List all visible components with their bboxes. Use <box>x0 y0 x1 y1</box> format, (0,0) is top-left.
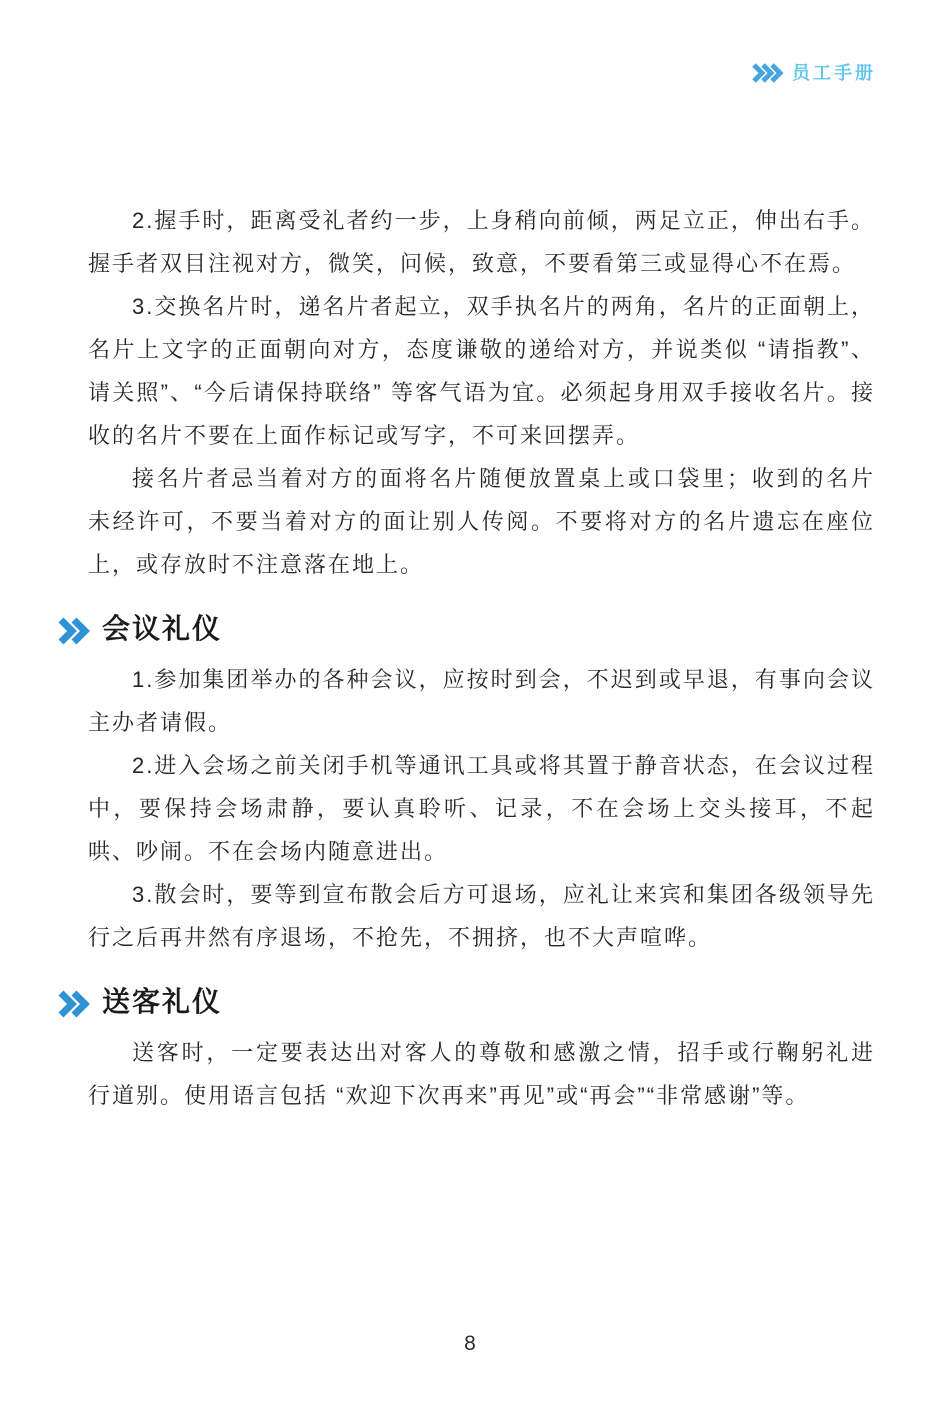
section-heading-seeing-off-etiquette <box>57 982 875 1022</box>
section-title: 会议礼仪 <box>102 613 223 644</box>
paragraph-handshake: 2.握手时，距离受礼者约一步，上身稍向前倾，两足立正，伸出右手。握手者双目注视对方，微笑，问候，致意，不要看第三或显得心不在焉。 <box>88 208 875 276</box>
paragraph-meeting-1: 1.参加集团举办的各种会议，应按时到会，不迟到或早退，有事向会议主办者请假。 <box>88 667 875 735</box>
section-heading-meeting-etiquette <box>57 609 875 649</box>
page-footer <box>0 1332 940 1356</box>
paragraph-seeing-off: 送客时，一定要表达出对客人的尊敬和感激之情，招手或行鞠躬礼进行道别。使用语言包括 “欢迎下次再来”再见”或“再会”“非常感谢”等。 <box>88 1040 875 1108</box>
header-title: 员工手册 <box>792 63 876 83</box>
running-header <box>751 63 876 83</box>
paragraph-card-receiving: 接名片者忌当着对方的面将名片随便放置桌上或口袋里；收到的名片未经许可，不要当着对方的面让别人传阅。不要将对方的名片遗忘在座位上，或存放时不注意落在地上。 <box>88 466 875 577</box>
triple-chevron-icon <box>751 63 785 83</box>
paragraph-card-exchange: 3.交换名片时，递名片者起立，双手执名片的两角，名片的正面朝上，名片上文字的正面朝向对方，态度谦敬的递给对方，并说类似 “请指教”、请关照”、“今后请保持联络” 等客气语为宜。必须起身用双手接收名片。接收的名片不要在上面作标记或写字，不可来回摆弄。 <box>88 294 875 448</box>
double-chevron-icon <box>57 989 93 1019</box>
double-chevron-icon <box>57 616 93 646</box>
document-body <box>88 199 875 1117</box>
paragraph-meeting-2: 2.进入会场之前关闭手机等通讯工具或将其置于静音状态，在会议过程中，要保持会场肃静，要认真聆听、记录，不在会场上交头接耳，不起哄、吵闹。不在会场内随意进出。 <box>88 753 875 864</box>
section-title: 送客礼仪 <box>102 986 223 1017</box>
page-number: 8 <box>464 1332 476 1355</box>
paragraph-meeting-3: 3.散会时，要等到宣布散会后方可退场，应礼让来宾和集团各级领导先行之后再井然有序退场，不抢先，不拥挤，也不大声喧哗。 <box>88 882 875 950</box>
